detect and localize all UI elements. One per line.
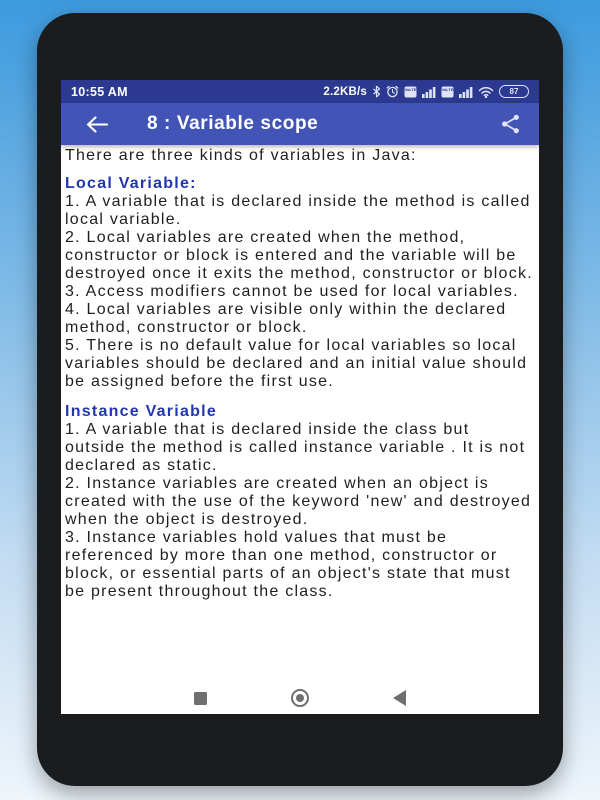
svg-text:VoLTE: VoLTE (404, 86, 417, 92)
list-item: 2. Local variables are created when the method, constructor or block is entered and the variable will be destroyed once it exits the method, constructor or block. (65, 229, 533, 282)
navigation-bar (61, 682, 539, 714)
tablet-device (37, 13, 563, 786)
section-heading-local-variable: Local Variable: (65, 175, 197, 192)
share-button[interactable] (500, 114, 521, 134)
list-item: 5. There is no default value for local variables so local variables should be declared and an initial value should be assigned before the first use. (65, 337, 528, 390)
home-icon-dot (296, 694, 304, 702)
network-speed: 2.2KB/s (323, 85, 367, 98)
list-item: 3. Access modifiers cannot be used for local variables. (65, 283, 519, 300)
intro-text: There are three kinds of variables in Java: (65, 147, 417, 164)
lesson-content[interactable] (61, 145, 539, 682)
list-item: 2. Instance variables are created when an object is created with the use of the keyword 'new' and destroyed when the object is destroyed. (65, 475, 532, 528)
app-bar (61, 103, 539, 145)
status-bar (61, 80, 539, 103)
battery-icon (499, 85, 529, 98)
list-item: 3. Instance variables hold values that must be referenced by more than one method, constructor or block, or essential parts of an object's state that must be present throughout the class. (65, 529, 511, 600)
signal-icon (422, 86, 436, 98)
section-heading-instance-variable: Instance Variable (65, 403, 217, 420)
bluetooth-icon (372, 85, 381, 98)
back-icon[interactable] (393, 690, 406, 706)
list-item: 4. Local variables are visible only within the declared method, constructor or block. (65, 301, 507, 336)
list-item: 1. A variable that is declared inside the method is called local variable. (65, 193, 531, 228)
recents-icon[interactable] (194, 692, 207, 705)
status-time: 10:55 AM (71, 84, 128, 99)
screen (61, 80, 539, 714)
list-item: 1. A variable that is declared inside the class but outside the method is called instance variable . It is not declared as static. (65, 421, 526, 474)
signal-icon (459, 86, 473, 98)
volte-icon (404, 86, 417, 98)
battery-percent: 87 (509, 86, 519, 96)
home-icon[interactable] (291, 689, 309, 707)
status-icons (323, 85, 529, 98)
volte-icon (441, 86, 454, 98)
alarm-icon (386, 85, 399, 98)
share-icon (500, 114, 521, 134)
page-title: 8 : Variable scope (147, 113, 319, 134)
svg-text:VoLTE: VoLTE (441, 86, 454, 92)
back-button[interactable] (85, 115, 109, 134)
wifi-icon (478, 86, 494, 98)
back-arrow-icon (85, 115, 109, 134)
